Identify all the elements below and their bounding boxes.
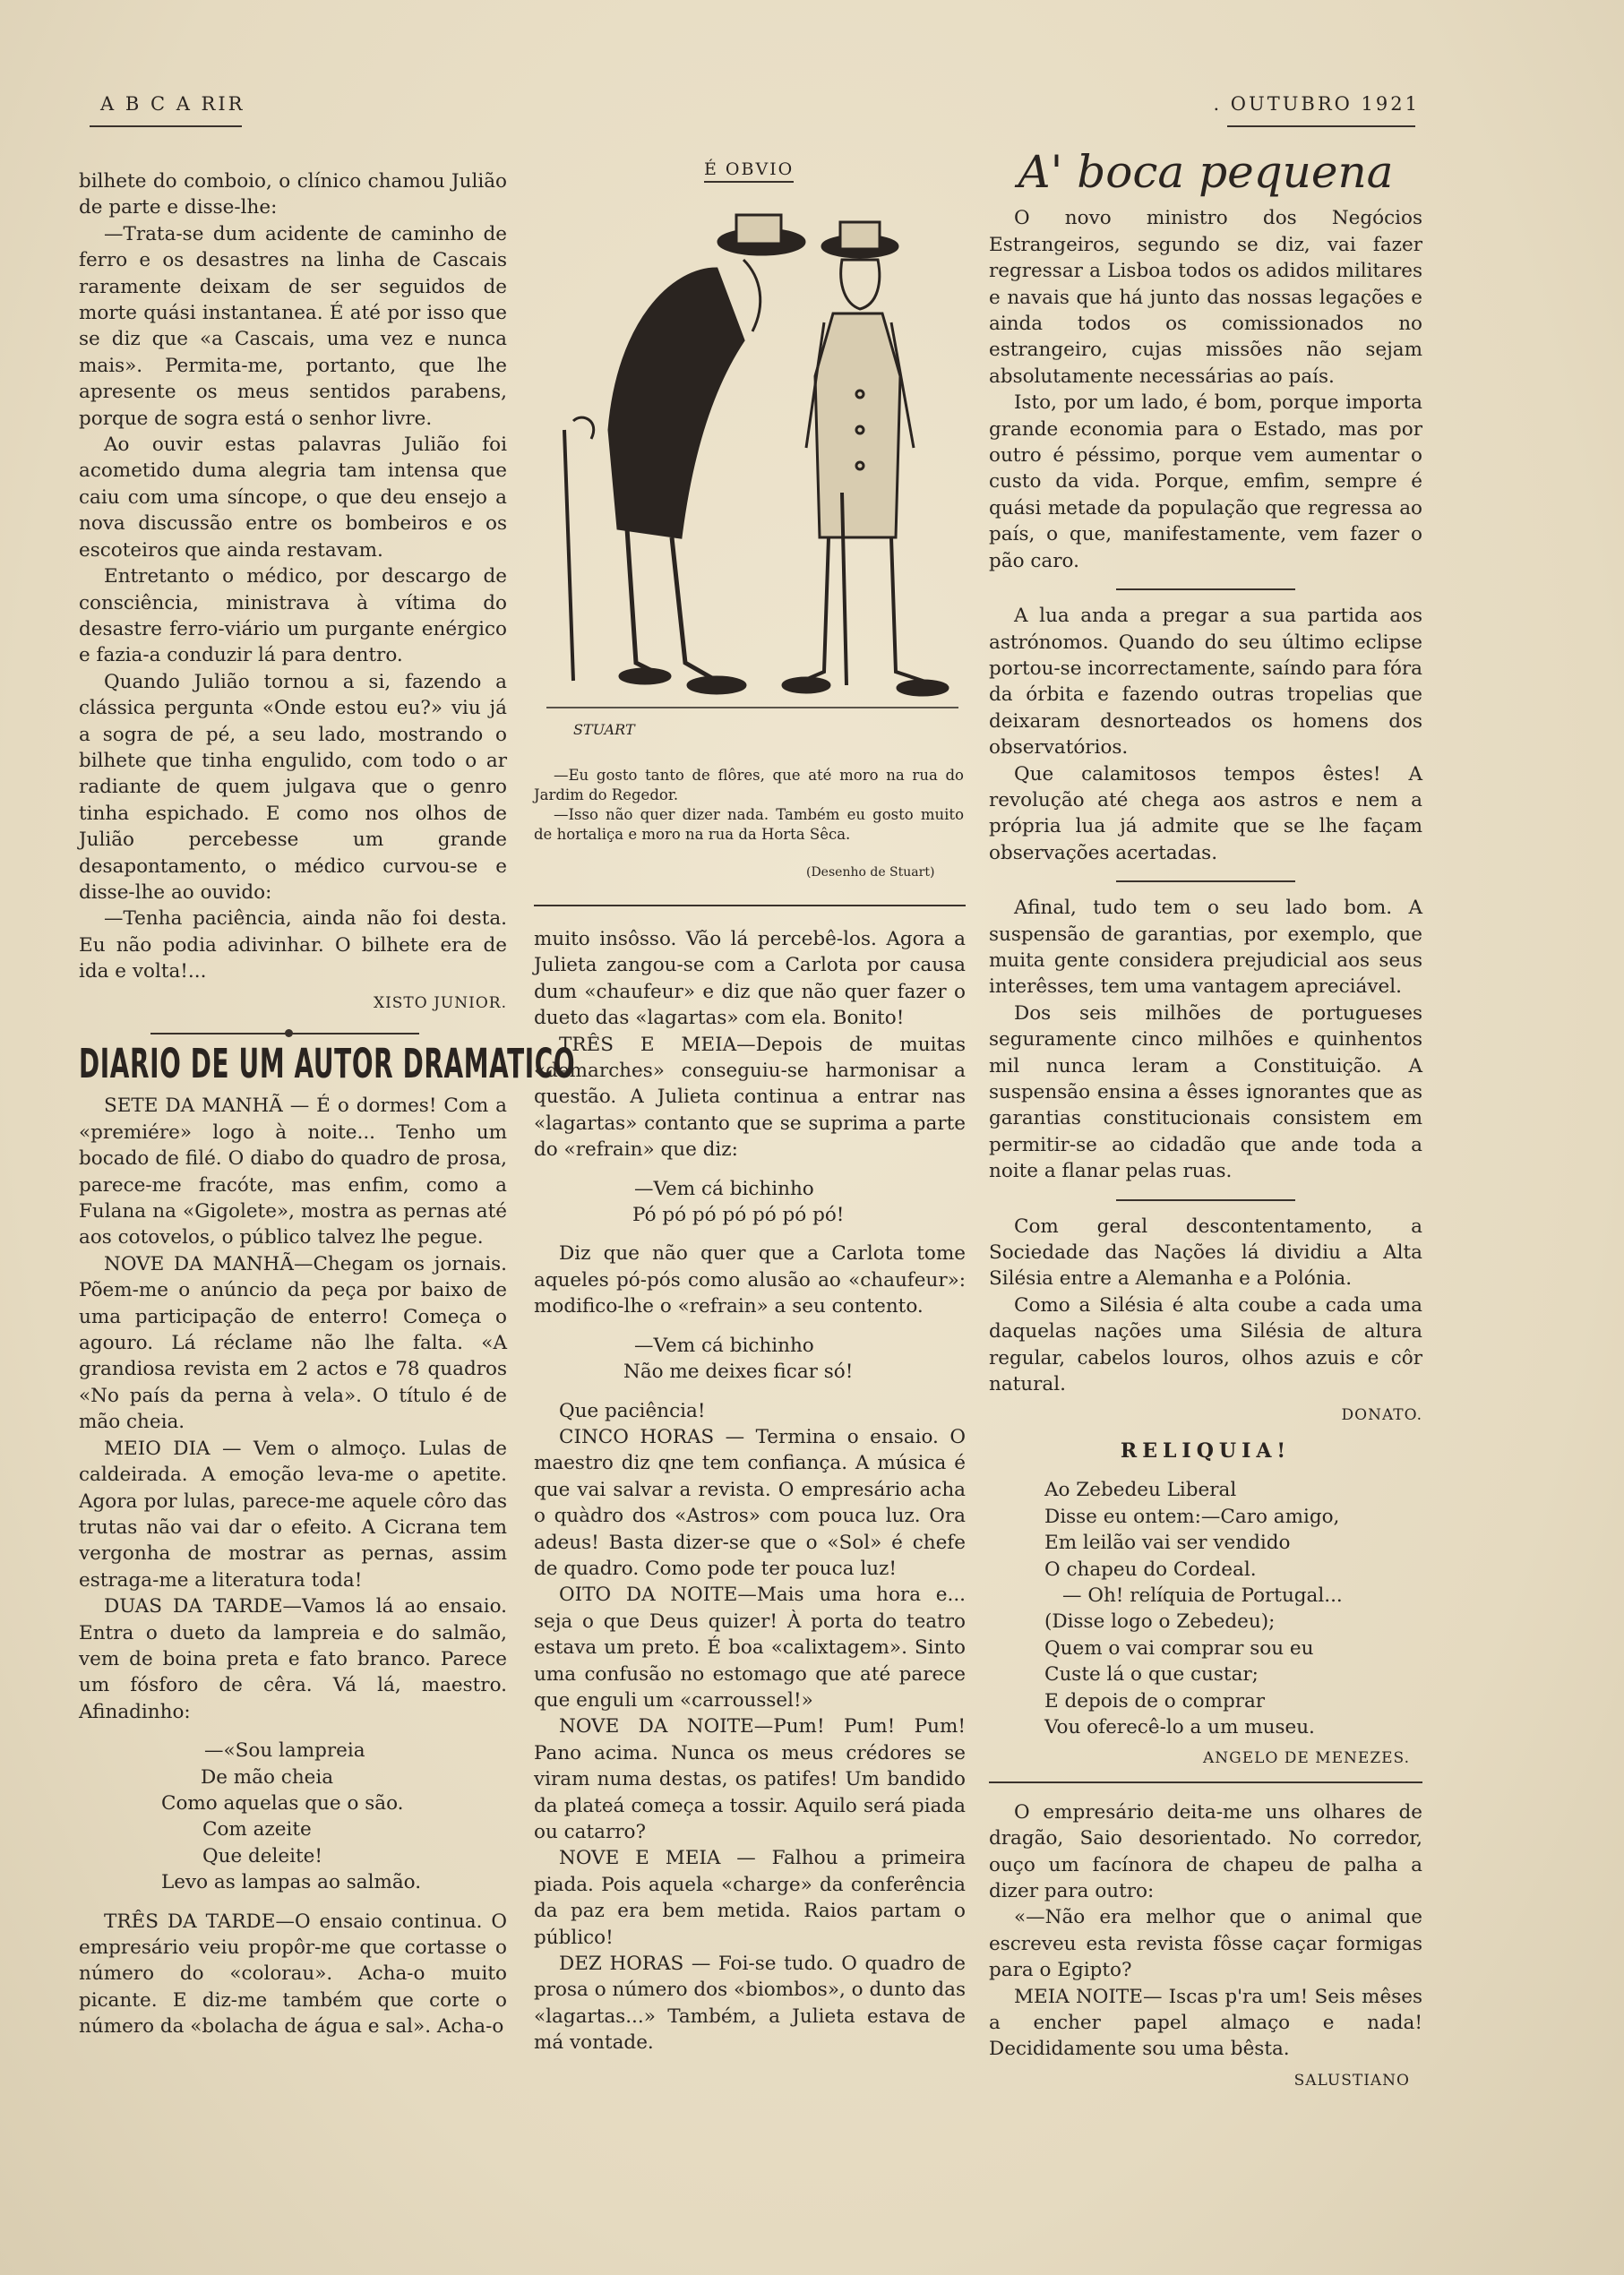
col3-para: Afinal, tudo tem o seu lado bom. A suspensão de garantias, por exemplo, que muita gente considera prejudicial aos seus interêsses, tem uma vantagem apreciável. (989, 897, 1422, 999)
verse-line: Custe lá o que custar; (1044, 1663, 1259, 1687)
verse-line: O chapeu do Cordeal. (1044, 1558, 1257, 1581)
verse-line: Quem o vai comprar sou eu (1044, 1636, 1314, 1660)
diario-para: TRÊS DA TARDE—O ensaio continua. O empresário veiu propôr-me que cortasse o número do «colorau». Acha-o muito picante. E diz-me também que corte o número da «bolacha de água e sal». Acha-o (79, 1910, 507, 2039)
header-date: . OUTUBRO 1921 (1213, 93, 1420, 115)
verse-line: — Oh! relíquia de Portugal... (1062, 1584, 1343, 1607)
cartoon-credit: (Desenho de Stuart) (806, 865, 935, 880)
col2-para: NOVE E MEIA — Falhou a primeira piada. Pois aquela «charge» da conferência da paz era bem metida. Raios partam o público! (534, 1847, 966, 1949)
col1-para: —Trata-se dum acidente de caminho de ferro e os desastres na linha de Cascais raramente deixam de ser seguidos de morte quási instantanea. É até por isso que se diz que «a Cascais, uma vez e nunca mais». Permita-me, portanto, que lhe apresente os meus sentidos parabens, porque de sogra está o senhor livre. (79, 222, 507, 430)
header-rule-left (90, 125, 242, 127)
verse-line: Pó pó pó pó pó pó pó! (632, 1204, 845, 1227)
col3-para: O empresário deita-me uns olhares de dragão, Saio desorientado. No corredor, ouço um facínora de chapeu de palha a dizer para outro: (989, 1800, 1422, 1902)
col3-para: Isto, por um lado, é bom, porque importa grande economia para o Estado, mas por outro é péssimo, porque vem aumentar o custo da vida. Porque, emfim, sempre é quási metade da população que regressa ao país, o que, manifestamente, vem fazer o pão caro. (989, 391, 1422, 572)
signature-salustiano: SALUSTIANO (1293, 2071, 1410, 2090)
verse-bichinho-1 (534, 1176, 966, 1229)
verse-line: Ao Zebedeu Liberal (1044, 1479, 1237, 1502)
diario-para: DUAS DA TARDE—Vamos lá ao ensaio. Entra o dueto da lampreia e do salmão, vem de boina preta e fato branco. Parece um fósforo de cêra. Vá lá, maestro. Afinadinho: (79, 1595, 507, 1723)
verse-line: Em leilão vai ser vendido (1044, 1532, 1291, 1555)
cartoon-title: É OBVIO (704, 159, 794, 183)
col3-full-rule (989, 1781, 1422, 1783)
verse-line: Não me deixes ficar só! (623, 1361, 854, 1384)
verse-line: Com azeite (202, 1818, 312, 1841)
verse-lampreia (79, 1738, 507, 1895)
cartoon-illustration (537, 197, 967, 752)
col3-divider (1116, 880, 1295, 882)
col1-para: Ao ouvir estas palavras Julião foi acometido duma alegria tam intensa que caiu com uma síncope, o que deu ensejo a nova discussão entre os bombeiros e os escoteiros que ainda restavam. (79, 434, 507, 562)
verse-line: Levo as lampas ao salmão. (161, 1871, 422, 1894)
col1-para: —Tenha paciência, ainda não foi desta. Eu não podia adivinhar. O bilhete era de ida e volta!... (79, 907, 507, 983)
col2-para: NOVE DA NOITE—Pum! Pum! Pum! Pano acima. Nunca os meus crédores se viram numa destas, os patifes! Um bandido da plateá começa a tossir. Aquilo será piada ou catarro? (534, 1715, 966, 1843)
col3-para: A lua anda a pregar a sua partida aos astrónomos. Quando do seu último eclipse portou-se incorrectamente, saíndo para fóra da órbita e fazendo outras tropelias que deixaram desnorteados os homens dos observatórios. (989, 605, 1422, 760)
column-2-text (534, 926, 966, 2056)
signature-angelo: ANGELO DE MENEZES. (1203, 1749, 1410, 1768)
verse-line: Que deleite! (202, 1844, 322, 1867)
reliquia-title: RELIQUIA! (1120, 1438, 1292, 1463)
col2-para: Diz que não quer que a Carlota tome aqueles pó-pós como alusão ao «chaufeur»: modifico-lhe o «refrain» a seu contento. (534, 1242, 966, 1318)
col3-divider (1116, 1199, 1295, 1201)
cartoon-caption (534, 766, 964, 845)
diario-para: MEIO DIA — Vem o almoço. Lulas de caldeirada. A emoção leva-me o apetite. Agora por lulas, parece-me aquele côro das trutas não vai dar o efeito. A Cicrana tem vergonha de mostrar as pernas, assim estraga-me a literatura toda! (79, 1437, 507, 1592)
verse-line: E depois de o comprar (1044, 1689, 1266, 1713)
verse-line: De mão cheia (201, 1765, 334, 1789)
col2-para: DEZ HORAS — Foi-se tudo. O quadro de prosa o número dos «biombos», o dunto das «lagartas...» Também, a Julieta estava de má vontade. (534, 1953, 966, 2055)
diario-para: SETE DA MANHÃ — É o dormes! Com a «premiére» logo à noite... Tenho um bocado de filé. O diabo do quadro de prosa, parece-me fracóte, mas enfim, como a Fulana na «Gigolete», mostra as pernas até aos cotovelos, o público talvez lhe pegue. (79, 1095, 507, 1249)
verse-line: —Vem cá bichinho (634, 1177, 814, 1200)
verse-line: —«Sou lampreia (204, 1739, 365, 1763)
diario-para: NOVE DA MANHÃ—Chegam os jornais. Põem-me o anúncio da peça por baixo de uma participação de enterro! Começa o agouro. Lá réclame não lhe falta. «A grandiosa revista em 2 actos e 78 quadros «No país da perna à vela». O título é de mão cheia. (79, 1252, 507, 1434)
verse-line: (Disse logo o Zebedeu); (1044, 1610, 1276, 1634)
col1-para: bilhete do comboio, o clínico chamou Julião de parte e disse-lhe: (79, 170, 507, 219)
col2-rule (534, 905, 966, 906)
ornament-divider (150, 1029, 419, 1038)
reliquia-verse (989, 1477, 1422, 1740)
caption-line: —Eu gosto tanto de flôres, que até moro na rua do Jardim do Regedor. (534, 767, 964, 803)
diario-title: DIARIO DE UM AUTOR DRAMATICO (79, 1040, 576, 1087)
verse-line: Como aquelas que o são. (161, 1791, 404, 1815)
col3-para: Que calamitosos tempos êstes! A revolução até chega aos astros e nem a própria lua já admite que se lhe façam observações acertadas. (989, 762, 1422, 864)
col1-para: Quando Julião tornou a si, fazendo a clássica pergunta «Onde estou eu?» viu já a sogra de pé, a seu lado, mostrando o bilhete que tinha engulido, com todo o ar radiante de quem julgava que o genro tinha espichado. E como nos olhos de Julião percebesse um grande desapontamento, o médico curvou-se e disse-lhe ao ouvido: (79, 670, 507, 904)
boca-pequena-title: A' boca pequena (1018, 146, 1394, 198)
col3-para: MEIA NOITE— Iscas p'ra um! Seis mêses a encher papel almaço e nada! Decididamente sou uma bêsta. (989, 1985, 1422, 2061)
col1-para: Entretanto o médico, por descargo de consciência, ministrava à vítima do desastre ferro-viário um purgante enérgico e fazia-a conduzir lá para dentro. (79, 565, 507, 667)
signature-donato: DONATO. (1341, 1406, 1422, 1425)
header-publication: A B C A RIR (100, 93, 245, 115)
caption-line: —Isso não quer dizer nada. Também eu gosto muito de hortaliça e moro na rua da Horta Sêca. (534, 806, 964, 843)
header-rule-right (1227, 125, 1415, 127)
col3-para: Com geral descontentamento, a Sociedade das Nações lá dividiu a Alta Silésia entre a Alemanha e a Polónia. (989, 1215, 1422, 1291)
verse-line: Vou oferecê-lo a um museu. (1044, 1715, 1315, 1738)
col2-para: muito insôsso. Vão lá percebê-los. Agora a Julieta zangou-se com a Carlota por causa dum «chaufeur» e diz que não quer fazer o dueto das «lagartas» com ela. Bonito! (534, 928, 966, 1030)
col2-para: TRÊS E MEIA—Depois de muitas «demarches» conseguiu-se harmonisar a questão. A Julieta continua a entrar nas «lagartas» contanto que se suprima a parte do «refrain» que diz: (534, 1033, 966, 1162)
signature-xisto: XISTO JUNIOR. (373, 993, 507, 1012)
verse-line: —Vem cá bichinho (634, 1334, 814, 1357)
col3-divider (1116, 588, 1295, 590)
col2-para: Que paciência! (559, 1399, 706, 1422)
col3-para: Como a Silésia é alta coube a cada uma daquelas nações uma Silésia de altura regular, cabelos louros, olhos azuis e côr natural. (989, 1293, 1422, 1396)
col3-para: O novo ministro dos Negócios Estrangeiros, segundo se diz, vai fazer regressar a Lisboa todos os adidos militares e navais que há junto das nossas legações e ainda todos os comissionados no estrangeiro, cujas missões não sejam absolutamente necessárias ao país. (989, 207, 1422, 388)
cartoon-signature: STUART (573, 721, 635, 738)
col3-para: Dos seis milhões de portugueses seguramente cinco milhões e quinhentos mil nunca leram a Constituição. A suspensão ensina a êsses ignorantes que as garantias constitucionais consistem em permitir-se ao cidadão que ande toda a noite a flanar pelas ruas. (989, 1001, 1422, 1183)
col3-para: «—Não era melhor que o animal que escreveu esta revista fôsse caçar formigas para o Egipto? (989, 1906, 1422, 1982)
column-3 (989, 146, 1422, 2094)
col2-para: CINCO HORAS — Termina o ensaio. O maestro diz qne tem confiança. A música é que vai salvar a revista. O empresário acha o quàdro dos «Astros» com pouca luz. Ora adeus! Basta dizer-se que o «Sol» é chefe de quadro. Como pode ter pouca luz! (534, 1425, 966, 1580)
verse-line: Disse eu ontem:—Caro amigo, (1044, 1505, 1340, 1528)
column-1 (79, 168, 576, 2040)
col2-para: OITO DA NOITE—Mais uma hora e... seja o que Deus quizer! À porta do teatro estava um preto. É boa «calixtagem». Sinto uma confusão no estomago que até parece que enguli um «carroussel!» (534, 1584, 966, 1712)
verse-bichinho-2 (534, 1333, 966, 1386)
